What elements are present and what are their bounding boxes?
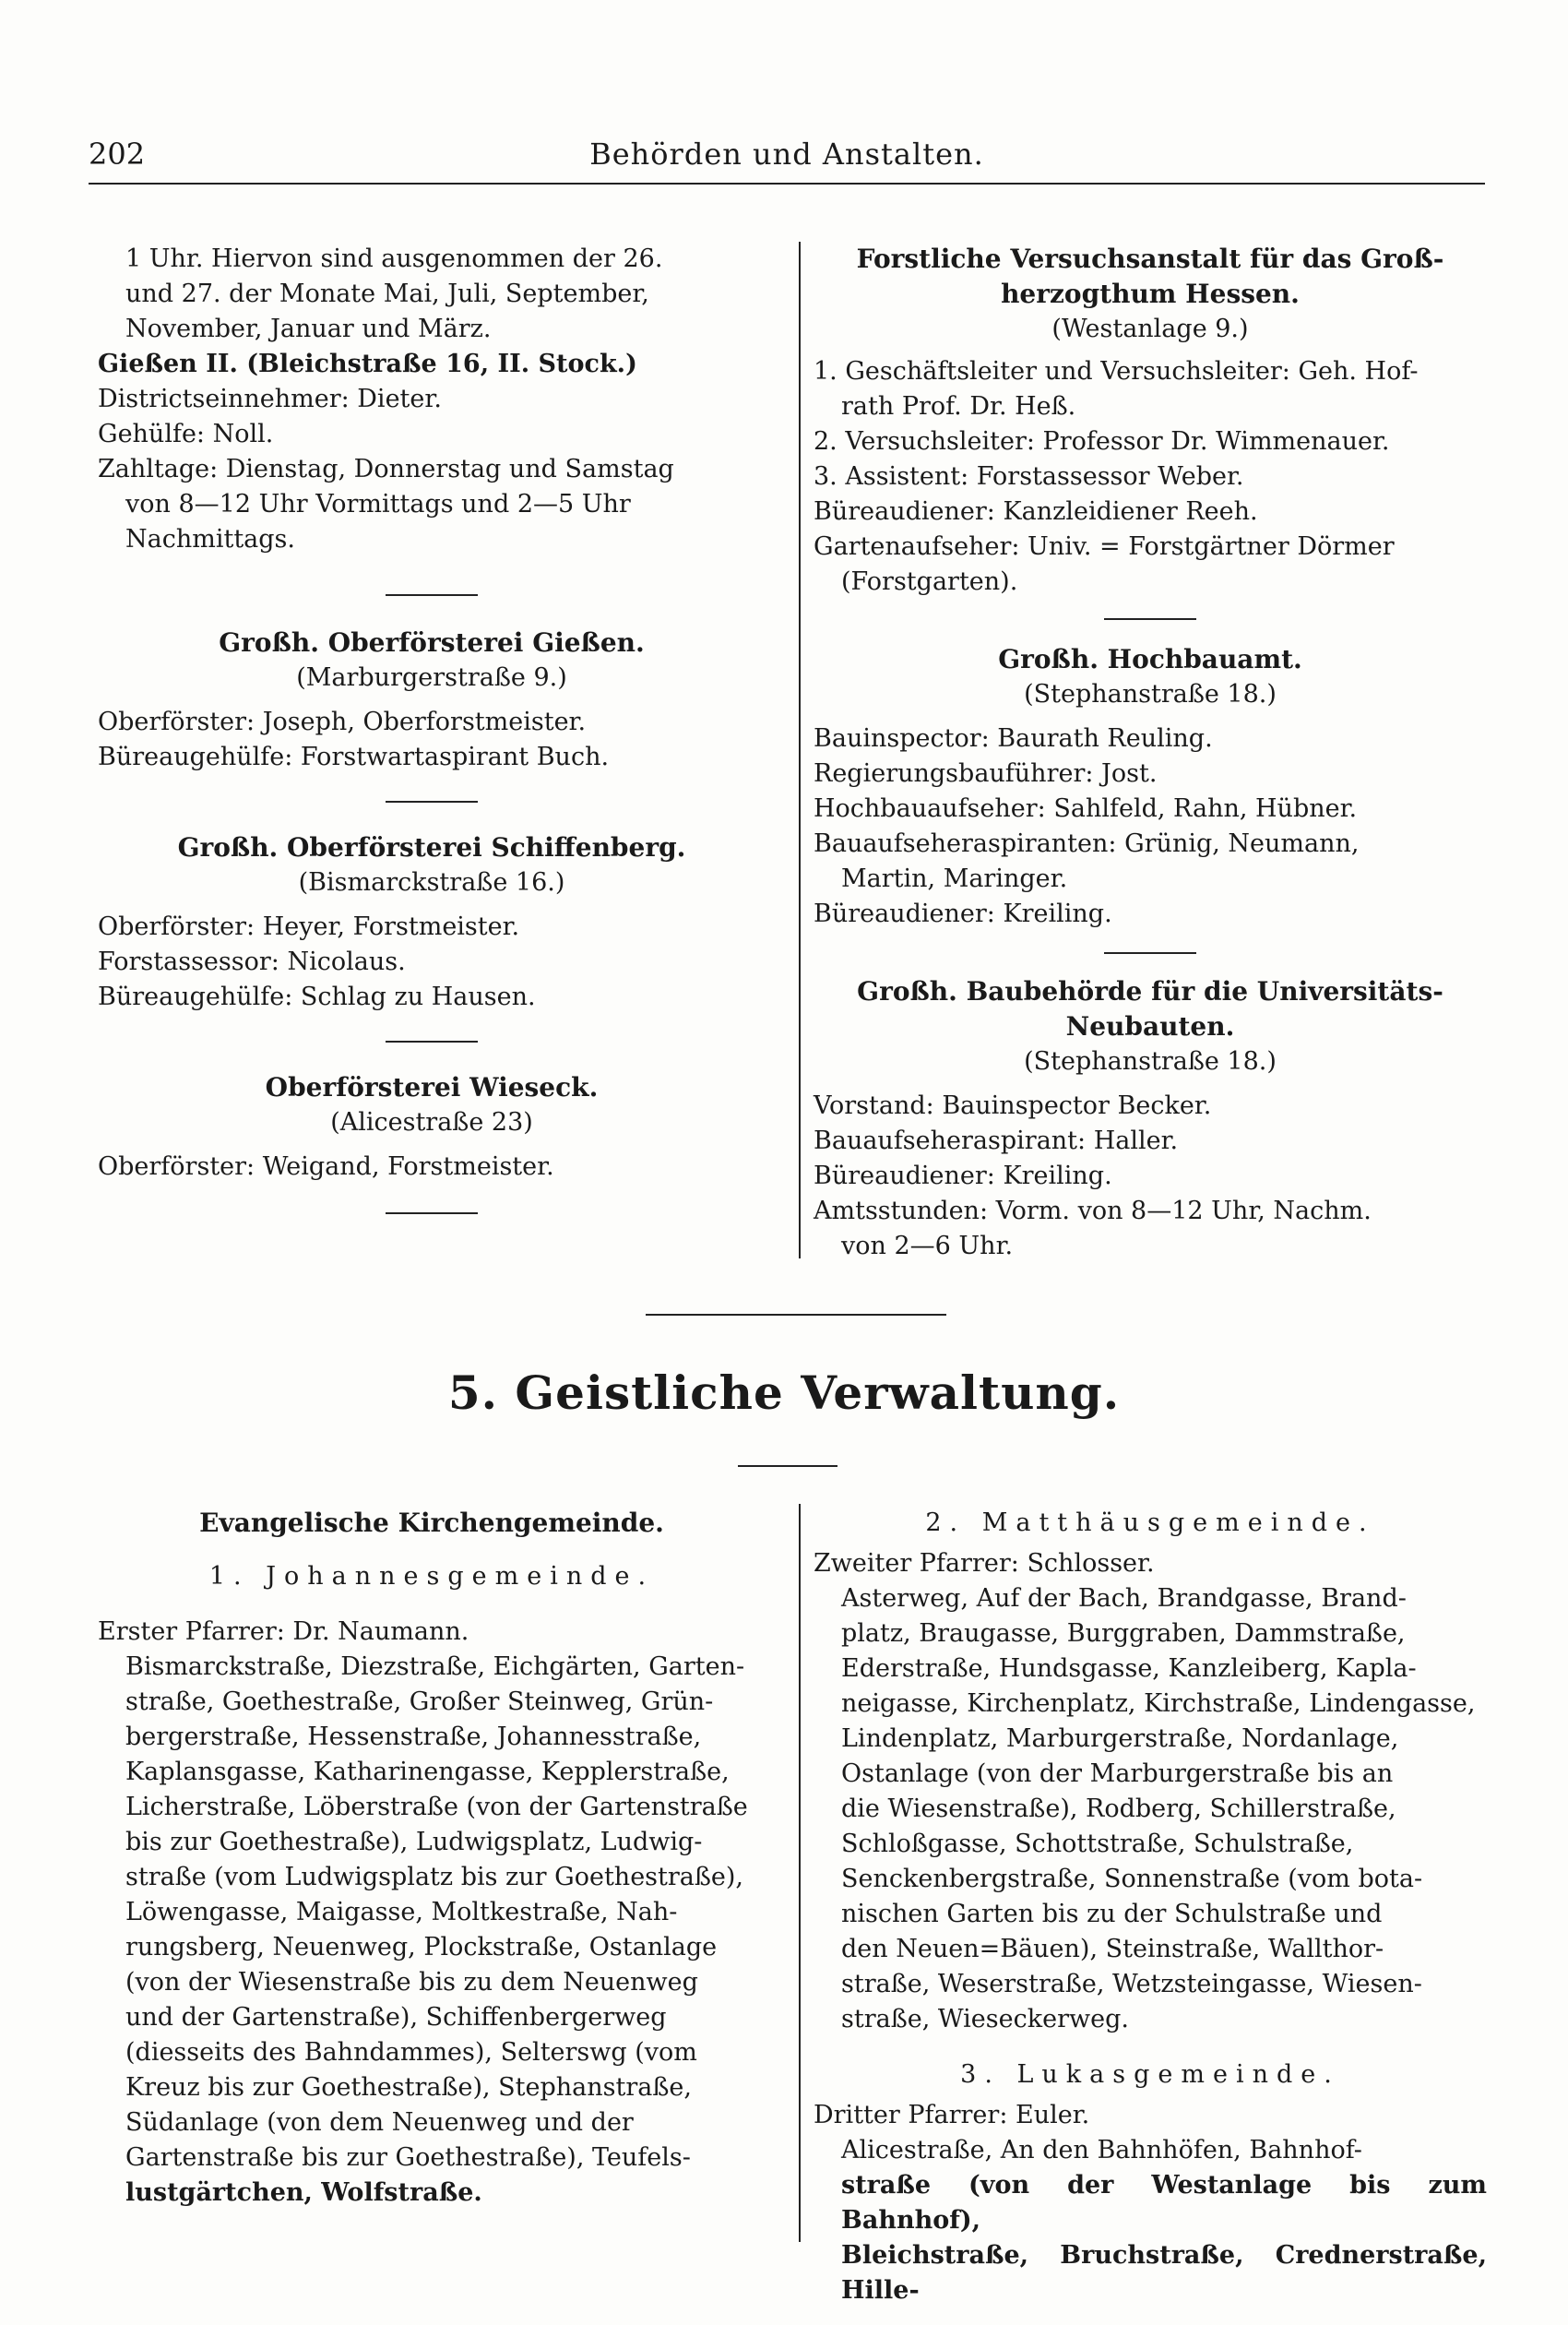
section-title: Großh. Hochbauamt. bbox=[998, 644, 1302, 674]
text-line: Martin, Maringer. bbox=[841, 864, 1068, 893]
text-line: 2. Versuchsleiter: Professor Dr. Wimmenauer. bbox=[814, 427, 1390, 456]
street-line: Südanlage (von dem Neuenweg und der bbox=[125, 2108, 634, 2137]
text-line: Gartenaufseher: Univ. = Forstgärtner Dörmer bbox=[814, 532, 1395, 561]
street-line: Alicestraße, An den Bahnhöfen, Bahnhof- bbox=[841, 2136, 1362, 2164]
section-title: Großh. Oberförsterei Gießen. bbox=[219, 627, 645, 658]
section-title: herzogthum Hessen. bbox=[1001, 279, 1300, 309]
pastor-line: Erster Pfarrer: Dr. Naumann. bbox=[98, 1617, 469, 1646]
section-address: (Westanlage 9.) bbox=[1051, 315, 1249, 343]
section-divider bbox=[386, 1212, 478, 1214]
section-heading: 5. Geistliche Verwaltung. bbox=[447, 1365, 1121, 1420]
left-column-top bbox=[98, 242, 766, 1214]
parish-heading: 1. Johannesgemeinde. bbox=[208, 1562, 655, 1591]
section-title: Oberförsterei Wieseck. bbox=[265, 1072, 599, 1103]
page-header bbox=[89, 137, 1485, 185]
street-line: Licherstraße, Löberstraße (von der Gartenstraße bbox=[125, 1793, 748, 1821]
section-address: (Marburgerstraße 9.) bbox=[296, 663, 567, 692]
left-column-bottom bbox=[98, 1506, 766, 2211]
section-divider bbox=[386, 801, 478, 803]
parish-heading: 2. Matthäusgemeinde. bbox=[925, 1508, 1375, 1537]
street-line: straße, Weserstraße, Wetzsteingasse, Wiesen- bbox=[841, 1970, 1422, 1998]
street-line: Lindenplatz, Marburgerstraße, Nordanlage, bbox=[841, 1724, 1399, 1753]
section-divider bbox=[386, 1041, 478, 1043]
section-title: Forstliche Versuchsanstalt für das Groß- bbox=[856, 244, 1444, 274]
text-line: 3. Assistent: Forstassessor Weber. bbox=[814, 462, 1244, 491]
street-line: straße (vom Ludwigsplatz bis zur Goethestraße), bbox=[125, 1863, 744, 1891]
pastor-line: Dritter Pfarrer: Euler. bbox=[814, 2101, 1090, 2129]
text-line: rath Prof. Dr. Heß. bbox=[841, 392, 1076, 421]
text-line: Hochbauaufseher: Sahlfeld, Rahn, Hübner. bbox=[814, 794, 1358, 823]
street-line: lustgärtchen, Wolfstraße. bbox=[125, 2178, 482, 2207]
section-address: (Alicestraße 23) bbox=[330, 1108, 533, 1137]
text-line: Büreaudiener: Kreiling. bbox=[814, 1162, 1112, 1190]
street-line: Asterweg, Auf der Bach, Brandgasse, Brand- bbox=[841, 1584, 1407, 1613]
text-line: (Forstgarten). bbox=[841, 567, 1018, 596]
street-list bbox=[814, 2133, 1487, 2308]
text-line: 1 Uhr. Hiervon sind ausgenommen der 26. bbox=[125, 244, 663, 273]
street-line: Ostanlage (von der Marburgerstraße bis an bbox=[841, 1759, 1394, 1788]
street-line: platz, Braugasse, Burggraben, Dammstraße, bbox=[841, 1619, 1406, 1648]
street-line: bis zur Goethestraße), Ludwigsplatz, Ludwig- bbox=[125, 1828, 703, 1856]
section-divider bbox=[1104, 618, 1196, 620]
section-divider bbox=[386, 594, 478, 596]
section-title: Großh. Oberförsterei Schiffenberg. bbox=[177, 832, 686, 863]
street-list bbox=[98, 1650, 766, 2211]
running-title: Behörden und Anstalten. bbox=[589, 137, 984, 172]
text-line: Oberförster: Weigand, Forstmeister. bbox=[98, 1152, 554, 1181]
street-line: Löwengasse, Maigasse, Moltkestraße, Nah- bbox=[125, 1898, 678, 1926]
text-line: Forstassessor: Nicolaus. bbox=[98, 948, 406, 976]
text-line: Districtseinnehmer: Dieter. bbox=[98, 385, 442, 413]
text-line: Zahltage: Dienstag, Donnerstag und Samstag bbox=[98, 455, 674, 483]
section-divider bbox=[738, 1465, 837, 1467]
text-line: von 2—6 Uhr. bbox=[841, 1232, 1014, 1260]
text-line: November, Januar und März. bbox=[125, 315, 492, 343]
street-line: Schloßgasse, Schottstraße, Schulstraße, bbox=[841, 1830, 1354, 1858]
section-address: (Stephanstraße 18.) bbox=[1024, 1047, 1277, 1076]
street-line: Bleichstraße, Bruchstraße, Crednerstraße, Hille- bbox=[841, 2241, 1487, 2305]
text-line: von 8—12 Uhr Vormittags und 2—5 Uhr bbox=[125, 490, 631, 519]
street-line: Bismarckstraße, Diezstraße, Eichgärten, Garten- bbox=[125, 1652, 745, 1681]
text-line: Büreaugehülfe: Schlag zu Hausen. bbox=[98, 983, 536, 1011]
text-line: und 27. der Monate Mai, Juli, September, bbox=[125, 280, 649, 308]
text-line: Oberförster: Joseph, Oberforstmeister. bbox=[98, 708, 587, 736]
right-column-bottom bbox=[814, 1506, 1487, 2308]
column-divider bbox=[799, 1504, 801, 2242]
street-line: (diesseits des Bahndammes), Selterswg (vom bbox=[125, 2038, 697, 2067]
subsection-heading: Evangelische Kirchengemeinde. bbox=[199, 1508, 664, 1538]
text-line: Vorstand: Bauinspector Becker. bbox=[814, 1091, 1212, 1120]
street-line: (von der Wiesenstraße bis zu dem Neuenweg bbox=[125, 1968, 698, 1997]
section-address: (Bismarckstraße 16.) bbox=[298, 868, 565, 897]
text-line: Gießen II. (Bleichstraße 16, II. Stock.) bbox=[98, 350, 637, 378]
section-title: Großh. Baubehörde für die Universitäts- bbox=[857, 976, 1443, 1007]
street-line: straße, Wieseckerweg. bbox=[841, 2005, 1129, 2033]
street-line: und der Gartenstraße), Schiffenbergerweg bbox=[125, 2003, 667, 2032]
text-line: Nachmittags. bbox=[125, 525, 295, 554]
text-line: Büreaudiener: Kreiling. bbox=[814, 900, 1112, 928]
text-line: Gehülfe: Noll. bbox=[98, 420, 274, 448]
text-line: Oberförster: Heyer, Forstmeister. bbox=[98, 912, 520, 941]
section-address: (Stephanstraße 18.) bbox=[1024, 680, 1277, 709]
text-line: Bauinspector: Baurath Reuling. bbox=[814, 724, 1213, 753]
street-list bbox=[814, 1581, 1487, 2037]
text-line: 1. Geschäftsleiter und Versuchsleiter: Geh. Hof- bbox=[814, 357, 1419, 386]
street-line: Gartenstraße bis zur Goethestraße), Teufels- bbox=[125, 2143, 691, 2172]
street-line: bergerstraße, Hessenstraße, Johannesstraße, bbox=[125, 1723, 702, 1751]
pastor-line: Zweiter Pfarrer: Schlosser. bbox=[814, 1549, 1155, 1578]
street-line: Ederstraße, Hundsgasse, Kanzleiberg, Kapla- bbox=[841, 1654, 1417, 1683]
street-line: nischen Garten bis zu der Schulstraße und bbox=[841, 1900, 1383, 1928]
street-line: neigasse, Kirchenplatz, Kirchstraße, Lindengasse, bbox=[841, 1689, 1476, 1718]
text-line: Bauaufseheraspirant: Haller. bbox=[814, 1127, 1179, 1155]
text-line: Regierungsbauführer: Jost. bbox=[814, 759, 1158, 788]
text-line: Amtsstunden: Vorm. von 8—12 Uhr, Nachm. bbox=[814, 1197, 1372, 1225]
right-column-top bbox=[814, 242, 1487, 1264]
street-line: straße, Goethestraße, Großer Steinweg, Grün- bbox=[125, 1687, 714, 1716]
section-divider bbox=[1104, 952, 1196, 954]
text-line: Bauaufseheraspiranten: Grünig, Neumann, bbox=[814, 829, 1360, 858]
street-line: Kreuz bis zur Goethestraße), Stephanstraße, bbox=[125, 2073, 692, 2102]
section-title: Neubauten. bbox=[1065, 1011, 1235, 1042]
page-number: 202 bbox=[89, 137, 146, 172]
street-line: die Wiesenstraße), Rodberg, Schillerstraße, bbox=[841, 1794, 1396, 1823]
street-line: den Neuen=Bäuen), Steinstraße, Wallthor- bbox=[841, 1935, 1384, 1963]
street-line: rungsberg, Neuenweg, Plockstraße, Ostanlage bbox=[125, 1933, 718, 1961]
parish-heading: 3. Lukasgemeinde. bbox=[960, 2060, 1340, 2089]
street-line: Senckenbergstraße, Sonnenstraße (vom bota- bbox=[841, 1865, 1423, 1893]
column-divider bbox=[799, 242, 801, 1258]
section-divider bbox=[646, 1314, 946, 1316]
text-line: Büreaudiener: Kanzleidiener Reeh. bbox=[814, 497, 1258, 526]
text-line: Büreaugehülfe: Forstwartaspirant Buch. bbox=[98, 743, 610, 771]
street-line: Kaplansgasse, Katharinengasse, Kepplerstraße, bbox=[125, 1758, 730, 1786]
street-line: straße (von der Westanlage bis zum Bahnhof), bbox=[841, 2171, 1487, 2235]
